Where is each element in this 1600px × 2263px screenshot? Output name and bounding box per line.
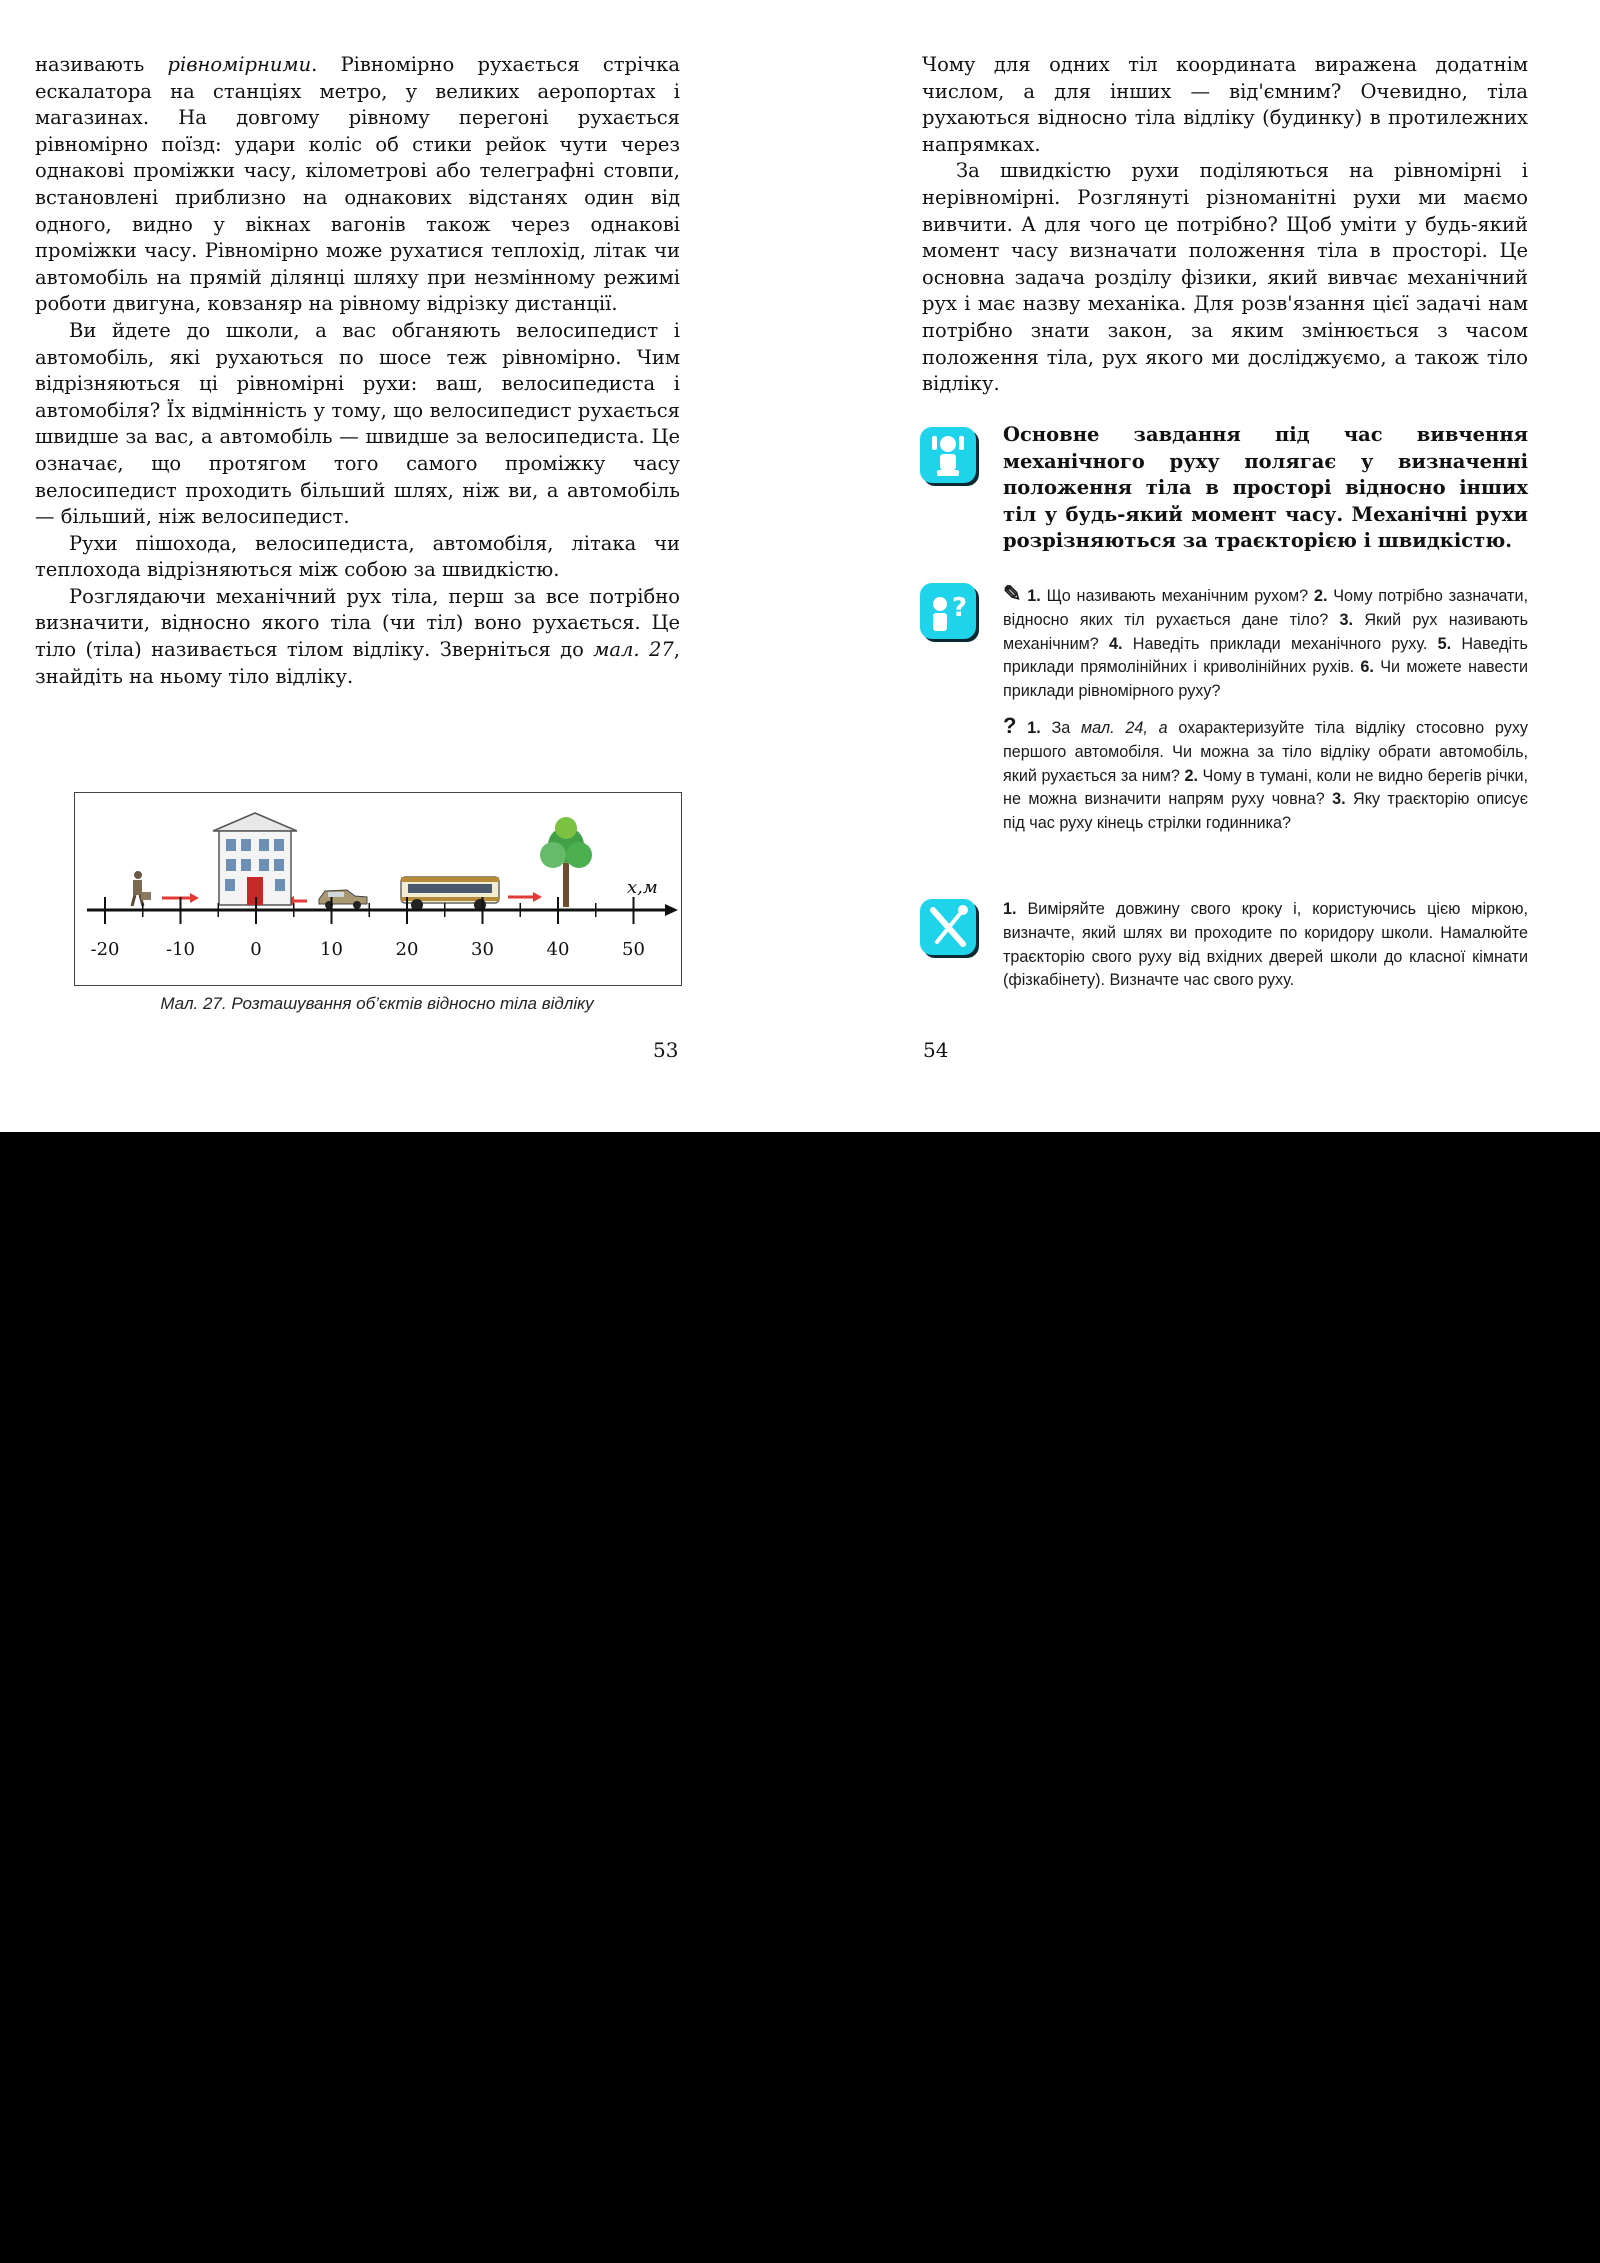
bus-icon <box>401 877 499 911</box>
emphasis-term: рівномірними <box>167 53 312 76</box>
tools-icon <box>919 898 981 960</box>
question-number: 3. <box>1339 610 1354 629</box>
key-idea-icon <box>919 426 981 488</box>
questions-icon <box>919 582 981 644</box>
axis-label: x,м <box>627 877 658 898</box>
left-paragraph-4 <box>35 584 680 690</box>
pedestrian-icon <box>132 871 151 906</box>
tick-label: 20 <box>395 939 419 960</box>
figure-reference: мал. 24, а <box>1081 718 1168 737</box>
text-run: , знайдіть на ньому тіло відліку. <box>35 638 680 688</box>
figure-caption: Мал. 27. Розташування об’єктів відносно тіла відліку <box>160 994 594 1013</box>
task-number: 1. <box>1003 900 1017 918</box>
svg-text:?: ? <box>952 593 968 623</box>
text-run: За <box>1040 718 1082 737</box>
question-text: Що називають механічним рухом? <box>1040 587 1314 605</box>
tick-label: -20 <box>90 939 120 960</box>
tick-label: -10 <box>166 939 195 960</box>
text-run: Розглядаючи механічний рух тіла, перш за все потрібно визначити, відносно якого тіла (чи тіл) воно рухається. Це тіло (тіла) називається тілом відліку. Зверніться до <box>35 584 680 662</box>
practical-task <box>1003 898 1528 993</box>
text-run: Яку траєкторію описує під час руху кінець стрілки годинника? <box>1003 790 1528 833</box>
left-paragraph-1 <box>35 52 680 318</box>
tick-label: 50 <box>622 939 645 960</box>
think-questions <box>1003 714 1528 836</box>
task-block <box>1003 898 1528 993</box>
question-number: 1. <box>1027 718 1041 737</box>
question-text: Чи можете навести приклади рівномірного руху? <box>1003 658 1528 701</box>
tick-label: 10 <box>320 939 343 960</box>
question-number: 2. <box>1184 766 1198 785</box>
pencil-icon: ✎ <box>1003 581 1022 606</box>
right-paragraph-1: Чому для одних тіл координата виражена додатнім числом, а для інших — від'ємним? Очевидно, тіла рухаються відносно тіла відліку (будинку) в протилежних напрямках. <box>922 53 1528 156</box>
question-text: Наведіть приклади прямолінійних і криволінійних рухів. <box>1003 634 1528 677</box>
car-icon <box>319 890 367 909</box>
page-number: 53 <box>653 1038 679 1062</box>
key-statement: Основне завдання під час вивчення механічного руху полягає у визначенні положення тіла в просторі відносно інших тіл у будь-який момент часу. Механічні рухи розрізняються за траєкторією і швидкістю. <box>1003 423 1528 553</box>
questions-list <box>1003 587 1528 700</box>
question-number: 5. <box>1437 634 1452 653</box>
page-number: 54 <box>923 1038 949 1062</box>
questions-block <box>1003 582 1528 836</box>
question-number: 3. <box>1332 790 1346 809</box>
text-run: охарактеризуйте тіла відліку стосовно руху першого автомобіля. Чи можна за тіло відліку обрати автомобіль, який рухається за ним? <box>1003 718 1529 785</box>
left-page <box>35 52 680 690</box>
left-paragraph-3: Рухи пішохода, велосипедиста, автомобіля, літака чи теплохода відрізняються між собою за швидкістю. <box>35 531 680 582</box>
x-axis <box>87 904 678 916</box>
tree-icon <box>540 817 592 907</box>
question-text: Наведіть приклади механічного руху. <box>1122 634 1438 653</box>
tick-label: 40 <box>546 939 570 960</box>
right-page <box>922 52 1528 398</box>
right-paragraph-2: За швидкістю рухи поділяються на рівномірні і нерівномірні. Розглянуті різноманітні рухи ми маємо вивчити. А для чого це потрібно? Щоб уміти у будь-який момент часу визначати положення тіла в просторі. Це основна задача розділу фізики, який вивчає механічний рух і має назву механіка. Для розв'язання цієї задачі нам потрібно знати закон, за яким змінюється з часом положення тіла, рух якого ми досліджуємо, а також тіло відліку. <box>922 159 1528 396</box>
tick-label: 30 <box>471 939 494 960</box>
question-number: 2. <box>1313 587 1328 605</box>
question-text: Чому потрібно зазначати, відносно яких тіл рухається дане тіло? <box>1003 587 1528 629</box>
key-statement-block <box>1003 422 1528 555</box>
figure-reference: мал. 27 <box>593 638 674 662</box>
text-run: Чому в тумані, коли не видно берегів річки, не можна визначити напрям руху човна? <box>1003 766 1529 809</box>
school-building-icon <box>213 813 297 905</box>
question-mark-icon: ? <box>1003 712 1017 738</box>
axis-ticks <box>91 897 645 960</box>
question-number: 1. <box>1027 587 1041 605</box>
arrow-right-icon <box>508 892 542 902</box>
figure-27-svg <box>75 793 681 985</box>
text-run: . Рівномірно рухається стрічка ескалатора на станціях метро, у великих аеропортах і магазинах. На довгому рівному перегоні рухається рівномірно поїзд: удари коліс об стики рейок чути через однакові проміжки часу, кілометрові або телеграфні стовпи, встановлені приблизно на однакових відстанях один від одного, видно у вікнах вагонів також через однакові проміжки часу. Рівномірно може рухатися теплохід, літак чи автомобіль на прямій ділянці шляху при незмінному режимі роботи двигуна, ковзаняр на рівному відрізку дистанції. <box>35 53 680 316</box>
figure-27 <box>74 792 682 986</box>
text-run: називають <box>35 53 168 76</box>
text-run: Виміряйте довжину свого кроку і, користуючись цією міркою, визначте, який шлях ви проходите по коридору школи. Намалюйте траєкторію свого руху від вхідних дверей школи до класної кімнати (фізкабінету). Визначте час свого руху. <box>1003 900 1528 990</box>
tick-label: 0 <box>250 939 262 960</box>
left-paragraph-2: Ви йдете до школи, а вас обганяють велосипедист і автомобіль, які рухаються по шосе теж рівномірно. Чим відрізняються ці рівномірні рухи: ваш, велосипедиста і автомобіля? Їх відмінність у тому, що велосипедист рухається швидше за вас, а автомобіль — швидше за велосипедиста. Це означає, що протягом того самого проміжку часу велосипедист проходить більший шлях, ніж ви, а автомобіль — більший, ніж велосипедист. <box>35 318 680 529</box>
question-number: 4. <box>1109 634 1123 653</box>
question-number: 6. <box>1360 658 1374 677</box>
question-text: Який рух називають механічним? <box>1003 610 1529 653</box>
review-questions <box>1003 582 1528 704</box>
